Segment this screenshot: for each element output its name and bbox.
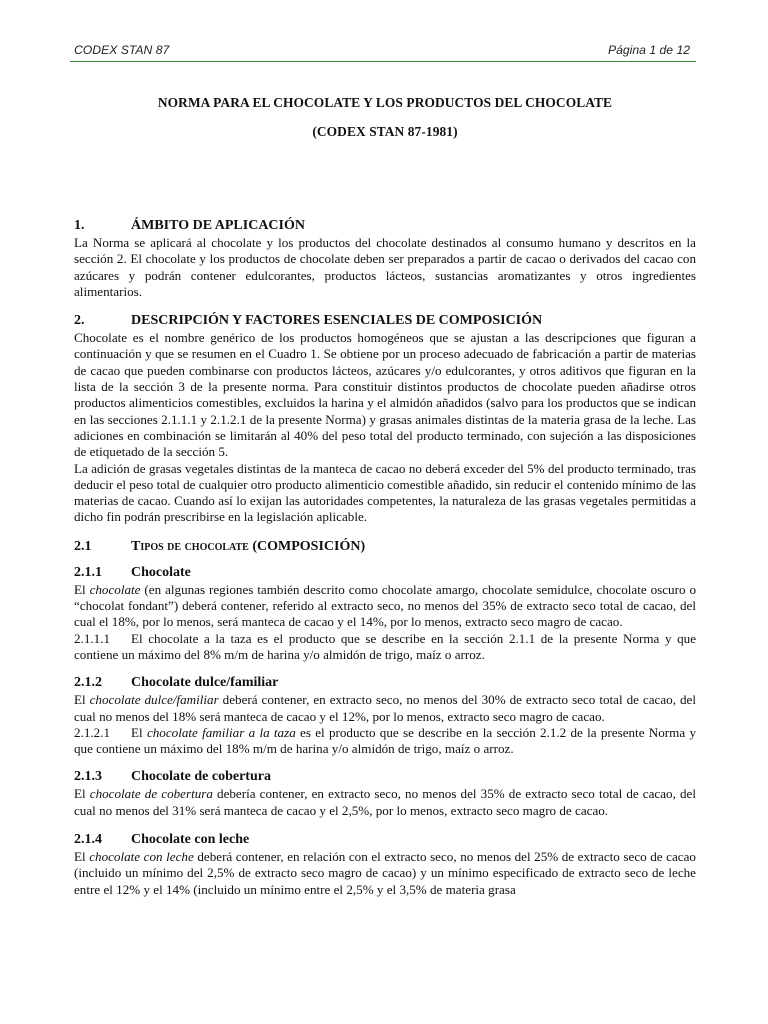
header-page-number: Página 1 de 12 <box>608 43 690 57</box>
section-heading-2-1-3 <box>74 768 696 786</box>
section-number: 2.1.1 <box>74 564 102 580</box>
document-title: NORMA PARA EL CHOCOLATE Y LOS PRODUCTOS DEL CHOCOLATE <box>157 95 613 110</box>
subclause-2-1-2-1: 2.1.2.1 El chocolate familiar a la taza es el producto que se describe en la sección 2.1.2 de la presente Norma y que contiene un máximo del 18% m/m de harina y/o almidón de trigo, maíz o arroz. <box>74 724 696 757</box>
emphasis: chocolate dulce/familiar <box>89 692 219 708</box>
section-number: 2. <box>74 313 85 329</box>
clause-number: 2.1.1.1 <box>74 630 111 646</box>
header-rule <box>70 61 696 62</box>
subclause-2-1-1-1: 2.1.1.1 El chocolate a la taza es el producto que se describe en la sección 2.1.1 de la presente Norma y que contiene un máximo del 8% m/m de harina y/o almidón de trigo, maíz o arroz. <box>74 630 696 662</box>
emphasis: chocolate <box>89 581 141 597</box>
emphasis: chocolate con leche <box>89 849 194 865</box>
section-heading-2-1-1 <box>74 564 696 582</box>
document-subtitle: (CODEX STAN 87-1981) <box>312 124 458 139</box>
emphasis: chocolate familiar a la taza <box>146 724 296 740</box>
emphasis: chocolate de cobertura <box>89 786 213 802</box>
section-title: Chocolate de cobertura <box>131 769 271 785</box>
paragraph: El chocolate (en algunas regiones también descrito como chocolate amargo, chocolate semidulce, chocolate oscuro o “chocolat fondant”) deberá contener, referido al extracto seco, no menos del 35% de extracto seco total de cacao, del cual el 18%, por lo menos, será manteca de cacao y el 14%, por lo menos, extracto seco magro de cacao. <box>74 581 696 630</box>
section-number: 2.1.4 <box>74 832 102 848</box>
section-title-rest: (COMPOSICIÓN) <box>248 538 366 554</box>
section-heading-2-1 <box>74 538 696 556</box>
section-number: 2.1.3 <box>74 769 102 785</box>
section-title: DESCRIPCIÓN Y FACTORES ESENCIALES DE COMPOSICIÓN <box>131 313 543 329</box>
section-number: 1. <box>74 218 85 233</box>
section-heading-2 <box>74 312 696 330</box>
section-number: 2.1.2 <box>74 675 102 691</box>
section-heading-2-1-2 <box>74 674 696 692</box>
section-heading-2-1-4 <box>74 831 696 849</box>
paragraph: La Norma se aplicará al chocolate y los productos del chocolate destinados al consumo humano y descritos en la sección 2. El chocolate y los productos de chocolate deben ser preparados a partir de cacao o derivados del cacao con azúcares y podrán contener edulcorantes, productos lácteos, sustancias aromatizantes y otros ingredientes alimentarios. <box>74 235 696 299</box>
clause-number: 2.1.2.1 <box>74 724 111 740</box>
section-title: Chocolate dulce/familiar <box>131 675 279 691</box>
section-title-smallcaps: Tipos de chocolate <box>131 538 249 554</box>
section-heading-1 <box>74 217 696 235</box>
section-title: ÁMBITO DE APLICACIÓN <box>131 218 305 233</box>
paragraph: El chocolate con leche deberá contener, en relación con el extracto seco, no menos del 25% de extracto seco de cacao (incluido un mínimo del 2,5% de extracto seco magro de cacao) y un mínimo especificado de extracto seco de leche entre el 12% y el 14% (incluido un mínimo entre el 2,5% y el 3,5% de materia grasa <box>74 849 696 897</box>
section-number: 2.1 <box>74 538 92 554</box>
document-body <box>74 90 696 898</box>
paragraph: Chocolate es el nombre genérico de los productos homogéneos que se ajustan a las descripciones que figuran a continuación y que se resumen en el Cuadro 1. Se obtiene por un proceso adecuado de fabricación a partir de materias de cacao que pueden combinarse con productos lácteos, azúcares y/o edulcorantes, y otros aditivos que figuran en la lista de la sección 3 de la presente norma. Para constituir distintos productos de chocolate pueden añadirse otros productos alimenticios comestibles, excluidos la harina y el almidón añadidos (salvo para los productos que se indican en las secciones 2.1.1.1 y 2.1.2.1 de la presente Norma) y grasas animales distintas de la materia grasa de la leche. Las adiciones en combinación se limitarán al 40% del peso total del producto terminado, con sujeción a las disposiciones de etiquetado de la sección 5. <box>74 330 696 460</box>
paragraph: El chocolate de cobertura debería contener, en extracto seco, no menos del 35% de extracto seco total de cacao, del cual no menos del 31% será manteca de cacao y el 2,5%, por lo menos, extracto seco magro de cacao. <box>74 786 696 818</box>
header-document-code: CODEX STAN 87 <box>74 43 170 57</box>
paragraph: La adición de grasas vegetales distintas de la manteca de cacao no deberá exceder del 5% del producto terminado, tras deducir el peso total de cualquier otro producto alimenticio comestible añadido, sin reducir el contenido mínimo de las materias de cacao. Cuando así lo exijan las autoridades competentes, la naturaleza de las grasas vegetales permitidas a dicho fin podrán prescribirse en la legislación aplicable. <box>74 460 696 525</box>
section-title: Chocolate <box>131 564 191 580</box>
section-title: Chocolate con leche <box>131 832 250 848</box>
paragraph: El chocolate dulce/familiar deberá contener, en extracto seco, no menos del 30% de extracto seco total de cacao, del cual no menos del 18% será manteca de cacao y el 12%, por lo menos, extracto seco magro de cacao. <box>74 692 696 724</box>
page-header <box>70 43 696 59</box>
